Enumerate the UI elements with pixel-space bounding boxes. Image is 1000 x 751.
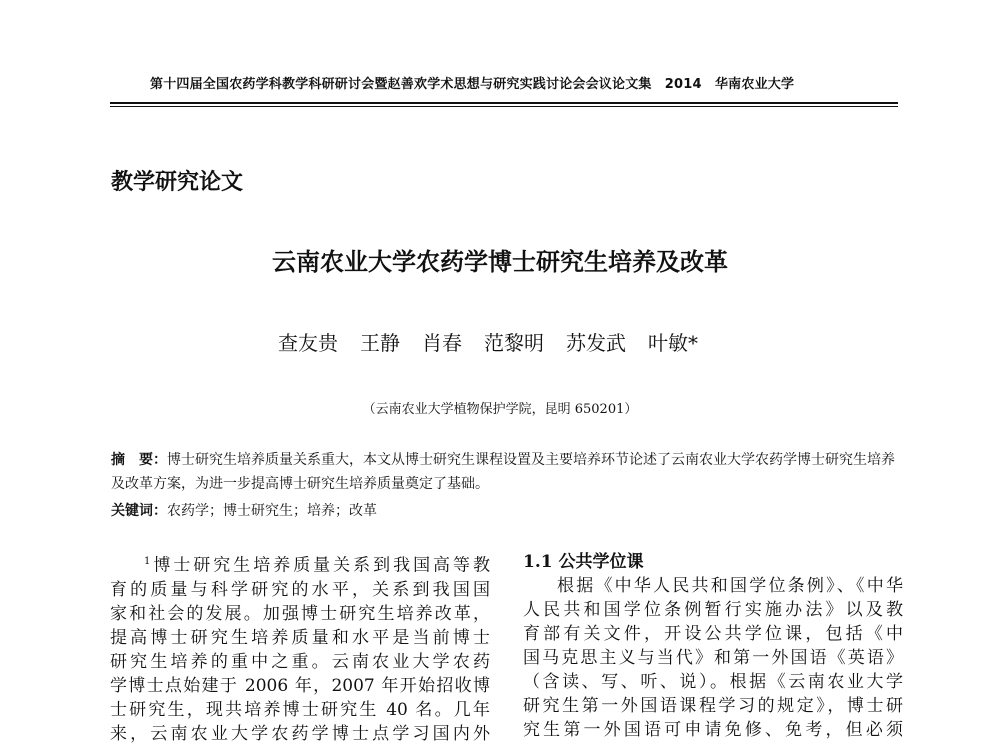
keywords: [111, 500, 377, 520]
subsection-heading: 1.1 公共学位课: [523, 552, 644, 572]
keywords-label: 关键词：: [111, 503, 167, 519]
body-column-right: [523, 550, 903, 742]
paragraph-line: 来，云南农业大学农药学博士点学习国内外: [110, 723, 490, 744]
body-column-left: [110, 550, 490, 746]
abstract-label: 摘 要：: [111, 452, 167, 468]
paragraph-line: （含读、写、听、说）。根据《云南农业大学: [523, 672, 903, 692]
author: 王静: [360, 331, 400, 355]
paragraph-line: 研究生培养的重中之重。云南农业大学农药: [110, 651, 490, 672]
paragraph-line: 根据《中华人民共和国学位条例》、《中华: [557, 576, 903, 596]
footnote-mark: 1: [144, 556, 151, 567]
paragraph-line: 育的质量与科学研究的水平，关系到我国国: [110, 579, 490, 600]
abstract: [111, 448, 906, 496]
paragraph-line: 国马克思主义与当代》和第一外国语《英语》: [523, 648, 903, 668]
section-label: 教学研究论文: [111, 169, 244, 195]
author: 肖春: [422, 331, 462, 355]
keywords-text: 农药学；博士研究生；培养；改革: [167, 503, 377, 519]
author: 叶敏*: [648, 331, 698, 355]
paragraph-line: 究生第一外国语可申请免修、免考，但必须: [523, 720, 903, 740]
paragraph-line: $^1$博士研究生培养质量关系到我国高等教: [144, 555, 490, 576]
paragraph-line: 人民共和国学位条例暂行实施办法》以及教: [523, 600, 903, 620]
author-list: [278, 327, 698, 356]
paragraph-line: 士研究生，现共培养博士研究生 40 名。几年: [110, 699, 490, 720]
paper-title: 云南农业大学农药学博士研究生培养及改革: [272, 247, 728, 276]
paragraph-line: 提高博士研究生培养质量和水平是当前博士: [110, 627, 490, 648]
header-rule-thin: [110, 106, 898, 107]
author: 查友贵: [278, 331, 338, 355]
paragraph-line: 家和社会的发展。加强博士研究生培养改革，: [110, 603, 490, 624]
abstract-text: 博士研究生培养质量关系重大，本文从博士研究生课程设置及主要培养环节论述了云南农业大学农药学博士研究生培养及改革方案，为进一步提高博士研究生培养质量奠定了基础。: [111, 452, 895, 492]
paragraph-line: 学博士点始建于 2006 年，2007 年开始招收博: [110, 675, 490, 696]
paragraph-line: 育部有关文件，开设公共学位课，包括《中: [523, 624, 903, 644]
header-rule-thick: [110, 102, 898, 104]
paragraph-line: 研究生第一外国语课程学习的规定》，博士研: [523, 696, 903, 716]
author: 范黎明: [484, 331, 544, 355]
affiliation: （云南农业大学植物保护学院，昆明 650201）: [362, 402, 638, 417]
running-head: 第十四届全国农药学科教学科研研讨会暨赵善欢学术思想与研究实践讨论会会议论文集 2014 华南农业大学: [150, 77, 795, 92]
author: 苏发武: [566, 331, 626, 355]
